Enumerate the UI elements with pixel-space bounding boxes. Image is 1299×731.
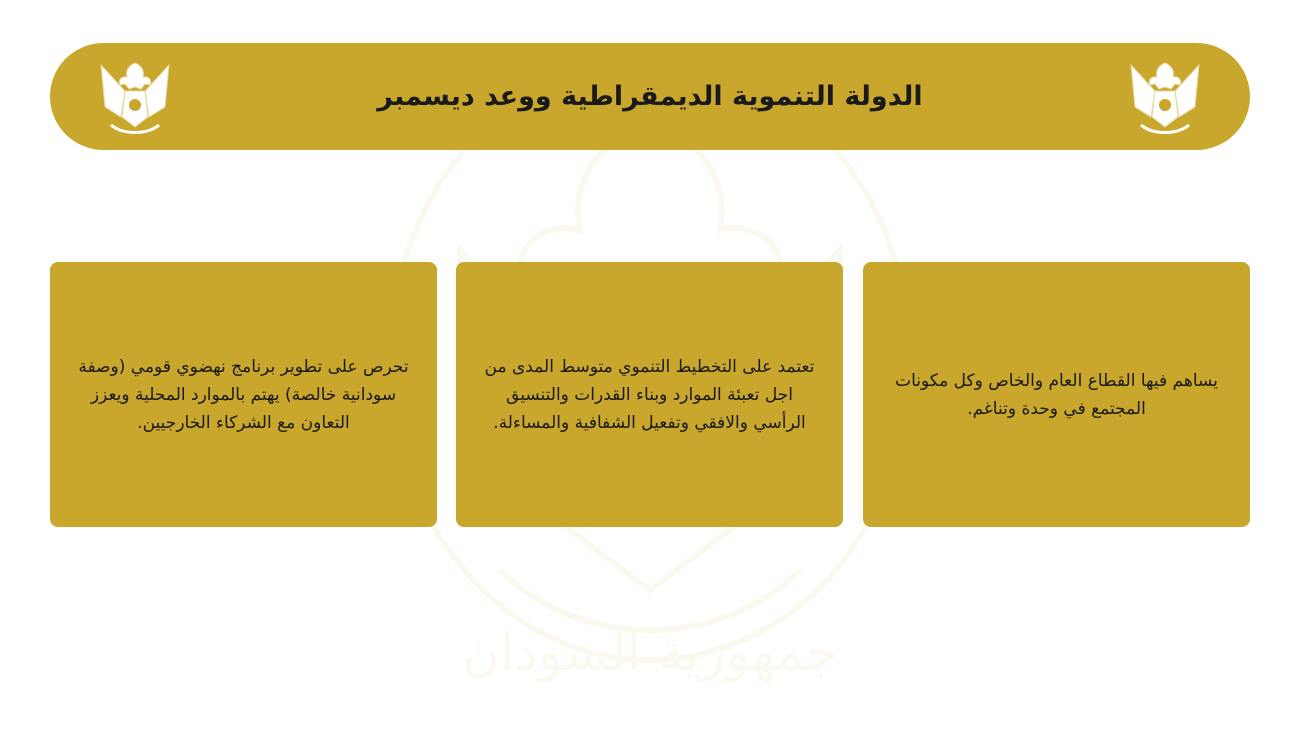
info-card-2 (456, 262, 843, 527)
page-title: الدولة التنموية الديمقراطية ووعد ديسمبر (377, 81, 923, 112)
info-card-text: تعتمد على التخطيط التنموي متوسط المدى من اجل تعبئة الموارد وبناء القدرات والتنسيق الرأسي والافقي وتفعيل الشفافية والمساءلة. (484, 356, 815, 433)
sudan-emblem-icon (95, 55, 175, 139)
info-card-1 (863, 262, 1250, 527)
watermark-text: جمهورية السودان (461, 623, 839, 683)
info-card-text: تحرص على تطوير برنامج نهضوي قومي (وصفة سودانية خالصة) يهتم بالموارد المحلية ويعزز التعاون مع الشركاء الخارجيين. (78, 356, 409, 433)
sudan-emblem-icon (1125, 55, 1205, 139)
header-banner (50, 43, 1250, 150)
info-card-text: يساهم فيها القطاع العام والخاص وكل مكونات المجتمع في وحدة وتناغم. (895, 370, 1218, 419)
info-card-3 (50, 262, 437, 527)
